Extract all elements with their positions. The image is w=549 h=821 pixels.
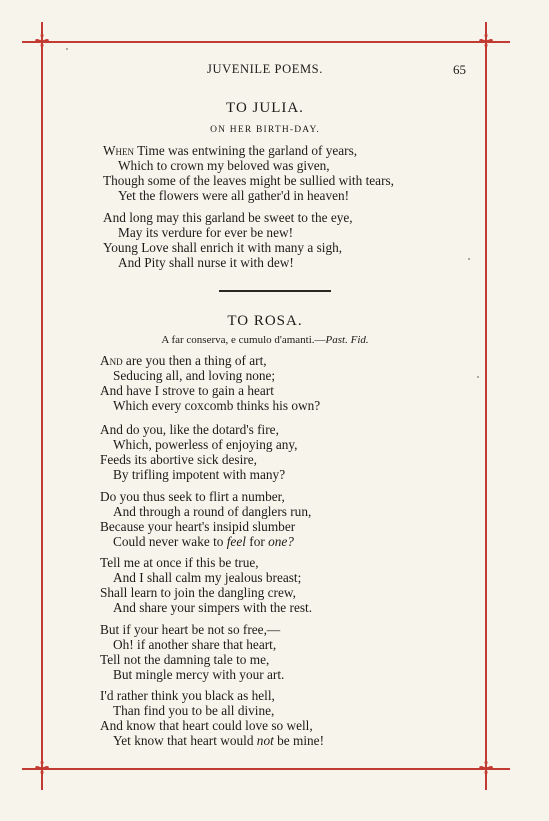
verse-line: And long may this garland be sweet to the eye, — [103, 210, 353, 225]
verse-line: Shall learn to join the dangling crew, — [100, 585, 296, 600]
poem-subtitle: ON HER BIRTH-DAY. — [210, 125, 320, 135]
verse-line: When Time was entwining the garland of years, — [103, 143, 358, 158]
verse-line: And share your simpers with the rest. — [113, 600, 313, 615]
verse-line: And do you, like the dotard's fire, — [100, 422, 279, 437]
paper-speck — [468, 258, 470, 260]
verse-line: And Pity shall nurse it with dew! — [118, 255, 294, 270]
stanza — [100, 555, 480, 615]
verse-line: But mingle mercy with your art. — [113, 667, 285, 682]
verse-line: Feeds its abortive sick desire, — [100, 452, 257, 467]
verse-line: Yet know that heart would not be mine! — [113, 733, 325, 748]
verse-line: Could never wake to feel for one? — [113, 534, 294, 549]
verse-line: Oh! if another share that heart, — [113, 637, 277, 652]
verse-line: May its verdure for ever be new! — [118, 225, 294, 240]
verse-line: Because your heart's insipid slumber — [100, 519, 296, 534]
verse-line: Tell me at once if this be true, — [100, 555, 259, 570]
verse-line: And through a round of danglers run, — [113, 504, 312, 519]
verse-line: And are you then a thing of art, — [100, 353, 267, 368]
verse-line: Tell not the damning tale to me, — [100, 652, 270, 667]
poem-title: TO ROSA. — [227, 313, 303, 329]
paper-speck — [66, 48, 68, 50]
paper-speck — [477, 376, 479, 378]
verse-line: Which every coxcomb thinks his own? — [113, 398, 321, 413]
verse-line: Which to crown my beloved was given, — [118, 158, 330, 173]
stanza — [100, 622, 480, 682]
stanza — [100, 489, 480, 549]
verse-line: Do you thus seek to flirt a number, — [100, 489, 285, 504]
epigraph: A far conserva, e cumulo d'amanti.—Past. Fid. — [161, 334, 369, 346]
page-header — [60, 62, 470, 80]
verse-line: Though some of the leaves might be sullied with tears, — [103, 173, 394, 188]
stanza — [100, 422, 480, 482]
border-rule-bottom — [22, 768, 510, 770]
running-title: JUVENILE POEMS. — [207, 62, 323, 76]
verse-line: And know that heart could love so well, — [100, 718, 313, 733]
corner-cross-ornament-icon: ✢ — [478, 31, 494, 52]
stanza — [103, 143, 483, 203]
verse-line: But if your heart be not so free,— — [100, 622, 281, 637]
page-number: 65 — [453, 62, 466, 77]
verse-line: I'd rather think you black as hell, — [100, 688, 275, 703]
border-rule-left — [41, 22, 43, 790]
border-rule-right — [485, 22, 487, 790]
section-divider — [219, 290, 331, 292]
verse-line: Than find you to be all divine, — [113, 703, 275, 718]
verse-line: And have I strove to gain a heart — [100, 383, 274, 398]
stanza — [103, 210, 483, 270]
stanza — [100, 688, 480, 748]
corner-cross-ornament-icon: ✢ — [478, 758, 494, 779]
verse-line: And I shall calm my jealous breast; — [113, 570, 302, 585]
verse-line: Yet the flowers were all gather'd in heaven! — [118, 188, 350, 203]
poem-title: TO JULIA. — [226, 100, 304, 116]
stanza — [100, 353, 480, 413]
verse-line: Seducing all, and loving none; — [113, 368, 276, 383]
verse-line: Which, powerless of enjoying any, — [113, 437, 298, 452]
verse-line: Young Love shall enrich it with many a sigh, — [103, 240, 343, 255]
border-rule-top — [22, 41, 510, 43]
verse-line: By trifling impotent with many? — [113, 467, 286, 482]
corner-cross-ornament-icon: ✢ — [34, 758, 50, 779]
corner-cross-ornament-icon: ✢ — [34, 31, 50, 52]
